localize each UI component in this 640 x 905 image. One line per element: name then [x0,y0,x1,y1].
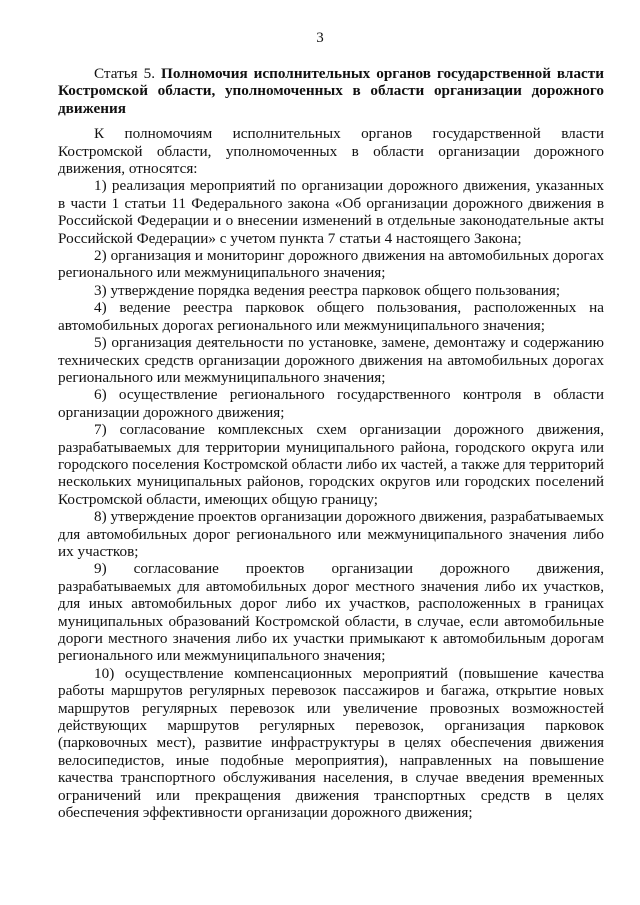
list-item: 4) ведение реестра парковок общего пользования, расположенных на автомобильных дорогах регионального или межмуниципального значения; [58,299,604,334]
article-label: Статья 5. [94,65,156,82]
list-item: 3) утверждение порядка ведения реестра парковок общего пользования; [94,281,561,299]
list-item: 2) организация и мониторинг дорожного движения на автомобильных дорогах регионального или межмуниципального значения; [58,247,604,282]
list-item: 6) осуществление регионального государственного контроля в области организации дорожного движения; [58,386,604,421]
article-heading [58,65,604,117]
list-item: 1) реализация мероприятий по организации дорожного движения, указанных в части 1 статьи 11 Федерального закона «Об организации дорожного движения в Российской Федерации и о внесении изменений в отдельные законодательные акты Российской Федерации» с учетом пункта 7 статьи 4 настоящего Закона; [58,177,604,247]
document-body [58,65,604,821]
page-number: 3 [316,30,324,46]
list-item: 9) согласование проектов организации дорожного движения, разрабатываемых для автомобильных дорог местного значения либо их участков, для иных автомобильных дорог либо их участков, расположенных в границах муниципальных образований Костромской области, в случае, если автомобильные дороги местного значения либо их участки примыкают к автомобильным дорогам регионального или межмуниципального значения; [58,560,604,665]
list-item: 8) утверждение проектов организации дорожного движения, разрабатываемых для автомобильных дорог регионального или межмуниципального значения либо их участков; [58,508,604,560]
list-item: 10) осуществление компенсационных мероприятий (повышение качества работы маршрутов регулярных перевозок пассажиров и багажа, открытие новых маршрутов регулярных перевозок или увеличение провозных возможностей действующих маршрутов регулярных перевозок, организация парковок (парковочных мест), развитие инфраструктуры в целях обеспечения движения велосипедистов, иные подобные мероприятия), направленных на повышение качества транспортного обслуживания населения, в случае введения временных ограничений или прекращения движения транспортных средств в целях обеспечения эффективности организации дорожного движения; [58,664,604,822]
list-item: 7) согласование комплексных схем организации дорожного движения, разрабатываемых для территории муниципального района, городского округа или городского поселения Костромской области либо их частей, а также для территорий нескольких муниципальных районов, городских округов или городских поселений Костромской области, имеющих общую границу; [58,421,604,508]
list-item: 5) организация деятельности по установке, замене, демонтажу и содержанию технических средств организации дорожного движения на автомобильных дорогах регионального или межмуниципального значения; [58,334,604,386]
intro-paragraph: К полномочиям исполнительных органов государственной власти Костромской области, уполномоченных в области организации дорожного движения, относятся: [58,125,604,178]
article-title: Полномочия исполнительных органов государственной власти Костромской области, уполномоченных в области организации дорожного движения [58,65,604,117]
